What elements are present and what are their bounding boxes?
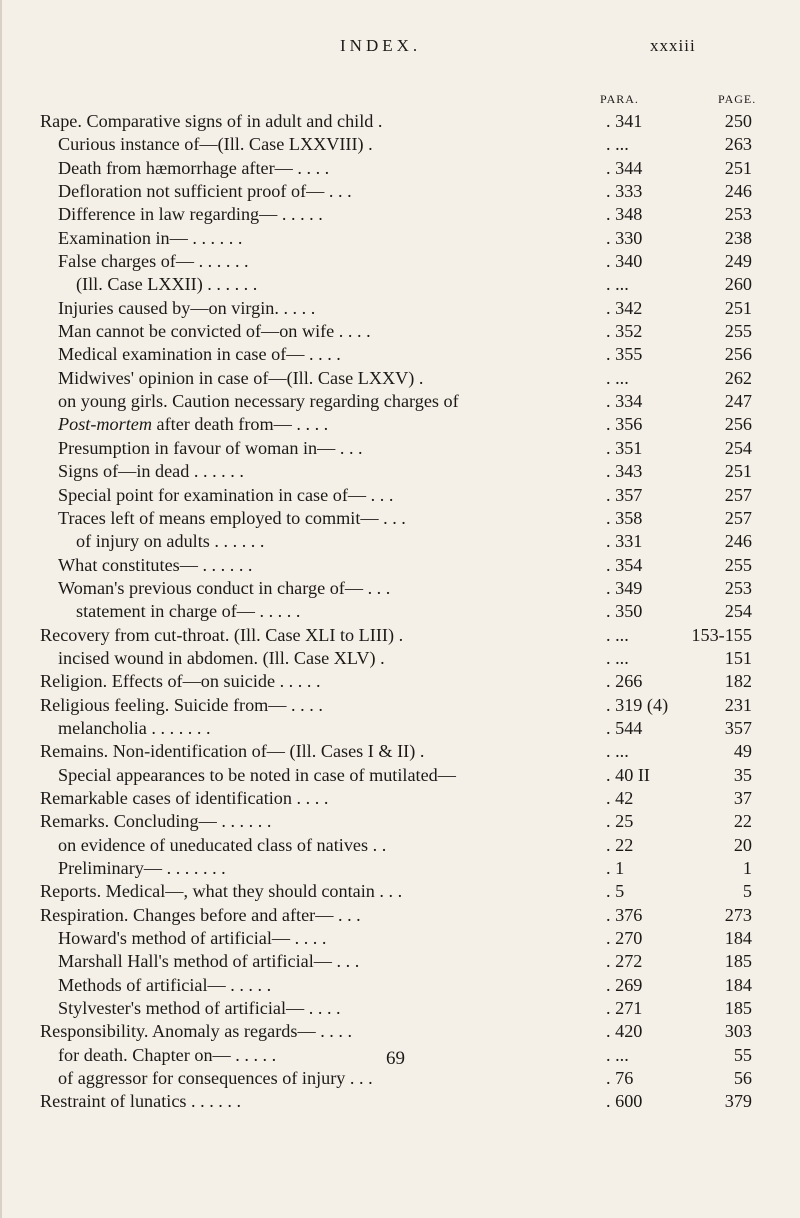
index-entry: [0, 927, 800, 950]
entry-text: Remarks. Concluding— . . . . . .: [40, 811, 272, 832]
entry-para: . 272: [606, 951, 643, 972]
entry-para: . 349: [606, 577, 643, 598]
entry-para: . 266: [606, 671, 643, 692]
entry-text: Methods of artificial— . . . . .: [58, 974, 272, 995]
entry-para: . ...: [606, 1044, 629, 1065]
entry-page: 246: [724, 531, 752, 552]
entry-para: . 355: [606, 344, 643, 365]
entry-text: for death. Chapter on— . . . . .: [58, 1044, 277, 1065]
index-entry: [0, 460, 800, 483]
entry-page: 185: [724, 951, 752, 972]
entry-page: 247: [724, 391, 752, 412]
entry-para: . 319 (4): [606, 694, 669, 715]
entry-text: (Ill. Case LXXII) . . . . . .: [76, 274, 258, 295]
entry-para: . 356: [606, 414, 643, 435]
index-entry: [0, 694, 800, 717]
index-entry: [0, 577, 800, 600]
entry-page: 253: [724, 204, 752, 225]
entry-para: . ...: [606, 367, 629, 388]
entry-text: incised wound in abdomen. (Ill. Case XLV) .: [58, 647, 385, 668]
entry-page: 49: [733, 741, 752, 762]
index-entry: [0, 600, 800, 623]
page-column-header: PAGE.: [718, 92, 757, 106]
entry-text: Responsibility. Anomaly as regards— . . . .: [40, 1021, 353, 1042]
entry-page: 257: [724, 484, 752, 505]
index-entry: [0, 740, 800, 763]
entry-text: Woman's previous conduct in charge of— . . .: [58, 577, 391, 598]
entry-para: . 1: [606, 858, 625, 878]
entry-text: Reports. Medical—, what they should contain . . .: [40, 881, 403, 902]
entry-page: 253: [724, 577, 752, 598]
entry-text: Curious instance of—(Ill. Case LXXVIII) .: [58, 134, 373, 155]
entry-page: 55: [733, 1044, 752, 1065]
entry-page: 246: [724, 181, 752, 202]
entry-text: Religious feeling. Suicide from— . . . .: [40, 694, 323, 715]
index-entry: [0, 810, 800, 833]
entry-page: 251: [724, 461, 752, 482]
entry-para: . 343: [606, 461, 643, 482]
entry-page: 255: [724, 554, 752, 575]
entry-page: 182: [724, 671, 752, 692]
entry-text: Religion. Effects of—on suicide . . . . .: [40, 671, 321, 692]
entry-page: 231: [724, 694, 752, 715]
index-entry: [0, 203, 800, 226]
index-entry: [0, 1020, 800, 1043]
entry-text: What constitutes— . . . . . .: [58, 554, 253, 575]
entry-page: 22: [733, 811, 752, 832]
entry-page: 1: [742, 858, 752, 878]
index-entry: [0, 484, 800, 507]
entry-page: 254: [724, 601, 752, 622]
entry-page: 357: [724, 717, 752, 738]
entry-para: . 544: [606, 717, 643, 738]
entry-text: Rape. Comparative signs of in adult and child .: [40, 111, 383, 131]
entry-text: Examination in— . . . . . .: [58, 227, 243, 248]
entry-para: . 25: [606, 811, 634, 832]
entry-para: . 352: [606, 321, 643, 342]
entry-para: . 376: [606, 904, 643, 925]
entry-text: Presumption in favour of woman in— . . .: [58, 437, 363, 458]
entry-page: 56: [733, 1068, 752, 1089]
entry-text: Man cannot be convicted of—on wife . . . .: [58, 321, 371, 342]
entry-para: . 330: [606, 227, 643, 248]
entry-para: . 420: [606, 1021, 643, 1042]
index-entry: [0, 950, 800, 973]
para-column-header: PARA.: [600, 92, 639, 106]
entry-para: . 600: [606, 1091, 643, 1112]
entry-page: 251: [724, 297, 752, 318]
index-entry: [0, 507, 800, 530]
entry-text: Remarkable cases of identification . . . .: [40, 787, 329, 808]
index-entry: [0, 133, 800, 156]
entry-text: of injury on adults . . . . . .: [76, 531, 265, 552]
entry-para: . 344: [606, 157, 643, 178]
entry-text: Howard's method of artificial— . . . .: [58, 928, 327, 949]
entry-para: . 342: [606, 297, 643, 318]
index-entry: [0, 530, 800, 553]
entry-text: on evidence of uneducated class of natives . .: [58, 834, 387, 855]
index-entry: [0, 180, 800, 203]
entry-page: 249: [724, 251, 752, 272]
entry-text: Death from hæmorrhage after— . . . .: [58, 157, 330, 178]
index-entry: [0, 904, 800, 927]
index-entry: [0, 647, 800, 670]
index-entry: [0, 857, 800, 880]
index-entry: [0, 110, 800, 133]
page-number-roman: xxxiii: [650, 36, 696, 55]
entry-text: of aggressor for consequences of injury . . .: [58, 1068, 373, 1089]
entry-text: Signs of—in dead . . . . . .: [58, 461, 244, 482]
entry-text: Recovery from cut-throat. (Ill. Case XLI to LIII) .: [40, 624, 404, 645]
entry-page: 185: [724, 998, 752, 1019]
index-entry: [0, 834, 800, 857]
entry-text: Remains. Non-identification of— (Ill. Cases I & II) .: [40, 741, 425, 762]
index-entry: [0, 273, 800, 296]
index-entry: [0, 997, 800, 1020]
entry-page: 303: [724, 1021, 752, 1042]
entry-para: . 354: [606, 554, 643, 575]
entry-para: . 357: [606, 484, 643, 505]
entry-page: 184: [724, 974, 752, 995]
entry-text: Post-mortem after death from— . . . .: [58, 414, 329, 435]
index-entry: [0, 250, 800, 273]
entry-text: Stylvester's method of artificial— . . . .: [58, 998, 341, 1019]
entry-para: . ...: [606, 741, 629, 762]
entry-page: 20: [733, 834, 752, 855]
entry-text: Restraint of lunatics . . . . . .: [40, 1091, 242, 1112]
entry-text: Respiration. Changes before and after— . . .: [40, 904, 361, 925]
entry-page: 260: [724, 274, 752, 295]
entry-page: 256: [724, 414, 752, 435]
index-entries: [0, 110, 800, 1114]
index-entry: [0, 764, 800, 787]
index-entry: [0, 157, 800, 180]
index-entry: [0, 413, 800, 436]
index-entry: [0, 227, 800, 250]
running-title: INDEX.: [340, 36, 422, 55]
entry-para: . 22: [606, 834, 634, 855]
entry-page: 254: [724, 437, 752, 458]
entry-page: 5: [742, 881, 752, 902]
entry-page: 35: [733, 764, 752, 785]
entry-page: 250: [724, 111, 752, 131]
entry-text: on young girls. Caution necessary regarding charges of: [58, 391, 459, 412]
index-entry: [0, 1090, 800, 1113]
entry-text: False charges of— . . . . . .: [58, 251, 249, 272]
entry-text: Traces left of means employed to commit— . . .: [58, 507, 406, 528]
entry-para: . 331: [606, 531, 643, 552]
entry-page: 151: [724, 647, 752, 668]
entry-para: . 40 II: [606, 764, 650, 785]
index-entry: [0, 880, 800, 903]
entry-para: . 5: [606, 881, 625, 902]
entry-text: melancholia . . . . . . .: [58, 717, 211, 738]
entry-para: . 269: [606, 974, 643, 995]
entry-page: 153-155: [691, 624, 752, 645]
entry-text: Defloration not sufficient proof of— . . .: [58, 181, 352, 202]
entry-para: . 271: [606, 998, 643, 1019]
index-entry: [0, 624, 800, 647]
entry-para: . ...: [606, 624, 629, 645]
index-entry: [0, 297, 800, 320]
index-entry: [0, 320, 800, 343]
index-entry: [0, 554, 800, 577]
entry-text: Preliminary— . . . . . . .: [58, 858, 226, 878]
entry-text: statement in charge of— . . . . .: [76, 601, 301, 622]
entry-text: Special point for examination in case of— . . .: [58, 484, 394, 505]
index-entry: [0, 670, 800, 693]
entry-page: 262: [724, 367, 752, 388]
entry-page: 255: [724, 321, 752, 342]
entry-text: Midwives' opinion in case of—(Ill. Case LXXV) .: [58, 367, 424, 388]
entry-page: 238: [724, 227, 752, 248]
index-entry: [0, 437, 800, 460]
entry-page: 37: [733, 787, 752, 808]
index-entry: [0, 343, 800, 366]
index-entry: [0, 1067, 800, 1090]
entry-para: . 76: [606, 1068, 634, 1089]
entry-para: . 340: [606, 251, 643, 272]
entry-text: Medical examination in case of— . . . .: [58, 344, 341, 365]
entry-page: 257: [724, 507, 752, 528]
entry-para: . ...: [606, 647, 629, 668]
entry-text: Marshall Hall's method of artificial— . . .: [58, 951, 360, 972]
index-entry: [0, 717, 800, 740]
index-entry: [0, 787, 800, 810]
entry-text: Special appearances to be noted in case of mutilated—: [58, 764, 456, 785]
index-entry: [0, 390, 800, 413]
entry-para: . 42: [606, 787, 634, 808]
entry-para: . 348: [606, 204, 643, 225]
entry-para: . 334: [606, 391, 643, 412]
entry-para: . ...: [606, 134, 629, 155]
entry-page: 184: [724, 928, 752, 949]
entry-para: . ...: [606, 274, 629, 295]
entry-page: 256: [724, 344, 752, 365]
entry-text: Difference in law regarding— . . . . .: [58, 204, 323, 225]
entry-para: . 333: [606, 181, 643, 202]
entry-para: . 270: [606, 928, 643, 949]
index-entry: [0, 974, 800, 997]
entry-text: Injuries caused by—on virgin. . . . .: [58, 297, 316, 318]
entry-para: . 351: [606, 437, 643, 458]
entry-page: 379: [724, 1091, 752, 1112]
entry-para: . 350: [606, 601, 643, 622]
entry-para: . 358: [606, 507, 643, 528]
entry-page: 273: [724, 904, 752, 925]
entry-para: . 341: [606, 111, 643, 131]
entry-page: 263: [724, 134, 752, 155]
index-entry: [0, 367, 800, 390]
entry-page: 251: [724, 157, 752, 178]
signature-mark: 69: [386, 1048, 405, 1069]
